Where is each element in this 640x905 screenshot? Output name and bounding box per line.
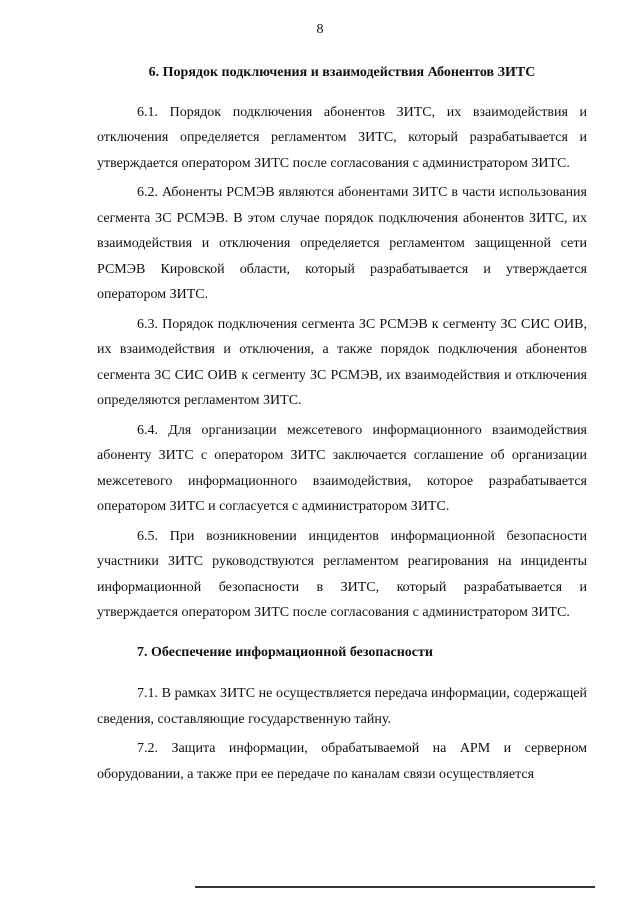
paragraph-6-5: 6.5. При возникновении инцидентов информационной безопасности участники ЗИТС руководствуются регламентом реагирования на инциденты информационной безопасности в ЗИТС, который разрабатывается и утверждается оператором ЗИТС после согласования с администратором ЗИТС. — [97, 528, 587, 620]
paragraph-7-1: 7.1. В рамках ЗИТС не осуществляется передача информации, содержащей сведения, составляющие государственную тайну. — [97, 686, 587, 727]
paragraph-6-2: 6.2. Абоненты РСМЭВ являются абонентами ЗИТС в части использования сегмента ЗС РСМЭВ. В этом случае порядок подключения абонентов ЗИТС, их взаимодействия и отключения определяется регламентом защищенной сети РСМЭВ Кировской области, который разрабатывается и утверждается оператором ЗИТС. — [97, 185, 587, 302]
paragraph-6-3: 6.3. Порядок подключения сегмента ЗС РСМЭВ к сегменту ЗС СИС ОИВ, их взаимодействия и отключения, а также порядок подключения абонентов сегмента ЗС СИС ОИВ к сегменту ЗС РСМЭВ, их взаимодействия и отключения определяются регламентом ЗИТС. — [97, 316, 587, 408]
section-7-heading: 7. Обеспечение информационной безопасности — [137, 644, 433, 660]
page-number: 8 — [316, 22, 324, 37]
section-6-heading: 6. Порядок подключения и взаимодействия Абонентов ЗИТС — [148, 65, 536, 80]
paragraph-7-2: 7.2. Защита информации, обрабатываемой на АРМ и серверном оборудовании, а также при ее передаче по каналам связи осуществляется — [97, 741, 587, 782]
paragraph-6-4: 6.4. Для организации межсетевого информационного взаимодействия абоненту ЗИТС с оператором ЗИТС заключается соглашение об организации межсетевого информационного взаимодействия, которое разрабатывается оператором ЗИТС и согласуется с администратором ЗИТС. — [97, 422, 587, 514]
bottom-divider — [195, 886, 595, 888]
document-body — [97, 60, 587, 791]
paragraph-6-1: 6.1. Порядок подключения абонентов ЗИТС, их взаимодействия и отключения определяется регламентом ЗИТС, который разрабатывается и утверждается оператором ЗИТС после согласования с администратором ЗИТС. — [97, 104, 587, 171]
